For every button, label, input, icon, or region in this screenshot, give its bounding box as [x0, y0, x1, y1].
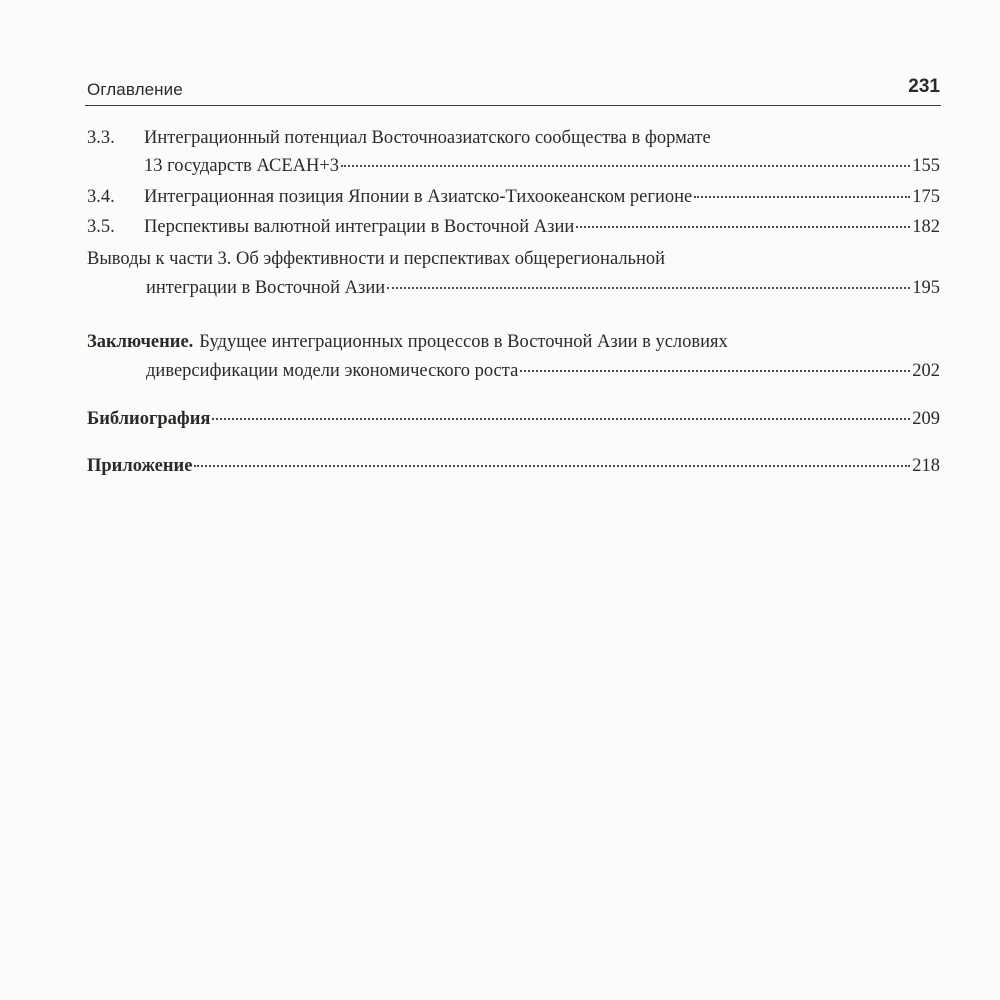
dot-leader — [212, 418, 910, 420]
page-number: 231 — [908, 76, 940, 97]
toc-entry-title-continued: диверсификации модели экономического роста — [146, 361, 519, 381]
toc-entry-part3-conclusions-line1 — [87, 249, 940, 275]
running-header-title: Оглавление — [87, 80, 183, 99]
dot-leader — [341, 165, 910, 167]
toc-entry-part3-conclusions-line2 — [146, 278, 940, 304]
toc-entry-number: 3.5. — [87, 217, 115, 237]
dot-leader — [576, 226, 910, 228]
toc-entry-title: Интеграционная позиция Японии в Азиатско-Тихоокеанском регионе — [144, 187, 693, 207]
toc-entry-page: 209 — [912, 409, 940, 429]
toc-entry-number: 3.4. — [87, 187, 115, 207]
toc-entry-appendix — [87, 456, 940, 482]
toc-entry-page: 202 — [912, 361, 940, 381]
toc-entry-conclusion-line1 — [87, 332, 940, 358]
toc-entry-page: 182 — [912, 217, 940, 237]
header-rule — [85, 105, 941, 106]
toc-entry-3-5 — [87, 217, 940, 243]
toc-entry-title-continued: 13 государств АСЕАН+3 — [144, 156, 340, 176]
toc-entry-title: Будущее интеграционных процессов в Восточной Азии в условиях — [199, 332, 728, 352]
toc-entry-label: Заключение. — [87, 332, 194, 352]
toc-entry-3-3-line1 — [87, 128, 940, 154]
toc-entry-conclusion-line2 — [146, 361, 940, 387]
toc-entry-page: 218 — [912, 456, 940, 476]
toc-entry-number: 3.3. — [87, 128, 115, 148]
toc-entry-page: 195 — [912, 278, 940, 298]
dot-leader — [387, 287, 910, 289]
toc-entry-title: Выводы к части 3. Об эффективности и перспективах общерегиональной — [87, 249, 666, 269]
running-header — [87, 76, 940, 100]
toc-entry-3-4 — [87, 187, 940, 213]
dot-leader — [194, 465, 910, 467]
toc-entry-label: Приложение — [87, 456, 193, 476]
toc-entry-page: 175 — [912, 187, 940, 207]
toc-entry-3-3-line2 — [144, 156, 940, 182]
toc-entry-title: Интеграционный потенциал Восточноазиатского сообщества в формате — [144, 128, 711, 148]
toc-entry-bibliography — [87, 409, 940, 435]
toc-entry-page: 155 — [912, 156, 940, 176]
dot-leader — [694, 196, 910, 198]
toc-entry-title-continued: интеграции в Восточной Азии — [146, 278, 386, 298]
toc-entry-label: Библиография — [87, 409, 211, 429]
toc-entry-title: Перспективы валютной интеграции в Восточной Азии — [144, 217, 575, 237]
dot-leader — [520, 370, 910, 372]
